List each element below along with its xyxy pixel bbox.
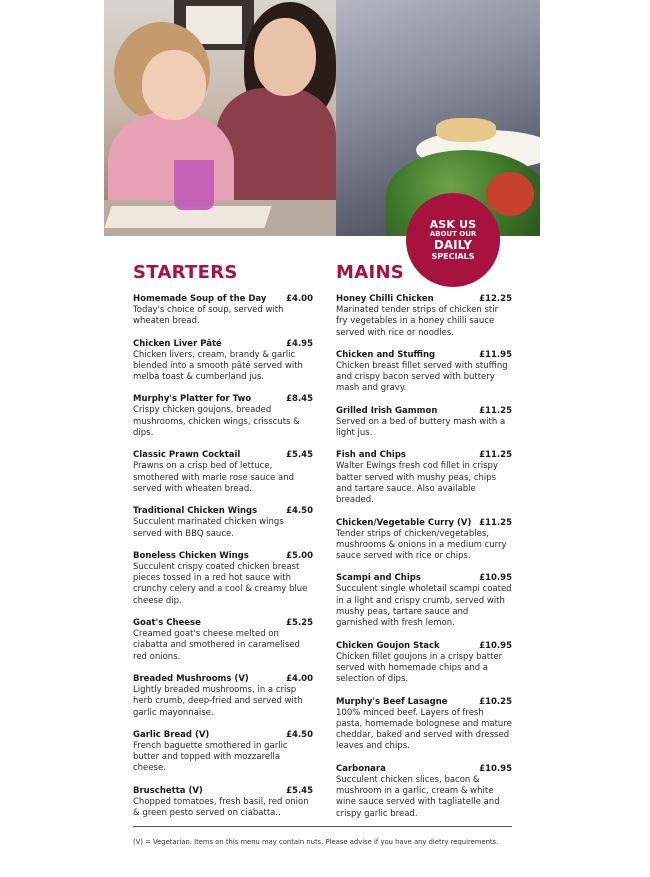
menu-item-name: Scampi and Chips bbox=[336, 573, 421, 584]
menu-item-header bbox=[336, 518, 512, 529]
menu-item-price: £4.00 bbox=[286, 673, 313, 684]
badge-line-4: SPECIALS bbox=[431, 252, 475, 262]
menu-item-header bbox=[336, 450, 512, 461]
menu-item-name: Bruschetta (V) bbox=[133, 785, 203, 796]
menu-item-name: Goat's Cheese bbox=[133, 618, 201, 629]
menu-item-name: Grilled Irish Gammon bbox=[336, 405, 438, 416]
menu-item-price: £11.25 bbox=[479, 517, 512, 528]
menu-item-price: £10.25 bbox=[479, 696, 512, 707]
menu-item bbox=[133, 730, 313, 775]
starters-section bbox=[133, 262, 313, 830]
menu-item-header bbox=[336, 294, 512, 305]
menu-item-description: Tender strips of chicken/vegetables, mushrooms & onions in a medium curry sauce served with rice or chips. bbox=[336, 528, 507, 562]
menu-page bbox=[104, 0, 540, 877]
menu-item-name: Boneless Chicken Wings bbox=[133, 550, 249, 561]
badge-line-2: ABOUT OUR bbox=[429, 230, 477, 239]
menu-item-name: Breaded Mushrooms (V) bbox=[133, 673, 249, 684]
menu-item-description: Marinated tender strips of chicken stir fry vegetables in a honey chilli sauce served with rice or noodles. bbox=[336, 305, 499, 338]
menu-item-name: Chicken/Vegetable Curry (V) bbox=[336, 517, 472, 528]
menu-item-price: £5.45 bbox=[286, 450, 313, 461]
menu-item-description: Chopped tomatoes, fresh basil, red onion & green pesto served on ciabatta.. bbox=[133, 796, 309, 819]
menu-item-price: £11.95 bbox=[479, 349, 512, 360]
menu-item-header bbox=[133, 450, 313, 461]
menu-item bbox=[133, 339, 313, 384]
menu-item-header bbox=[133, 618, 313, 629]
menu-item bbox=[336, 350, 512, 395]
starters-list bbox=[133, 294, 313, 819]
menu-item bbox=[336, 294, 512, 339]
footnote: (V) = Vegetarian. Items on this menu may contain nuts. Please advise if you have any dietry requirements. bbox=[133, 838, 499, 846]
menu-item bbox=[133, 394, 313, 439]
menu-item-name: Traditional Chicken Wings bbox=[133, 506, 258, 517]
menu-item-header bbox=[336, 406, 512, 417]
family-photo bbox=[104, 0, 336, 236]
starters-heading: STARTERS bbox=[133, 262, 238, 283]
menu-item-description: Succulent crispy coated chicken breast pieces tossed in a red hot sauce with crunchy celery and a cool & creamy blue cheese dip. bbox=[133, 561, 308, 606]
menu-item-name: Fish and Chips bbox=[336, 450, 406, 461]
menu-item-price: £4.50 bbox=[286, 729, 313, 740]
menu-item-name: Homemade Soup of the Day bbox=[133, 294, 267, 304]
menu-item bbox=[336, 641, 512, 686]
menu-item-name: Chicken Goujon Stack bbox=[336, 640, 440, 651]
menu-item-description: Succulent chicken slices, bacon & mushroom in a garlic, cream & white wine sauce served with tagliatelle and crispy garlic bread. bbox=[336, 774, 500, 819]
menu-item-price: £10.95 bbox=[479, 763, 512, 774]
menu-item-description: Crispy chicken goujons, breaded mushrooms, chicken wings, crisscuts & dips. bbox=[133, 405, 300, 439]
menu-item-name: Carbonara bbox=[336, 763, 386, 774]
menu-item-description: Succulent single wholetail scampi coated in a light and crispy crumb, served with mushy peas, tartare sauce and garnished with fresh lemon. bbox=[336, 584, 512, 629]
menu-item-header bbox=[133, 674, 313, 685]
menu-item-name: Murphy's Beef Lasagne bbox=[336, 696, 448, 707]
menu-item-price: £4.50 bbox=[286, 506, 313, 517]
menu-item-price: £10.95 bbox=[479, 573, 512, 584]
menu-item-header bbox=[336, 697, 512, 708]
menu-item-name: Chicken Liver Pâté bbox=[133, 338, 222, 349]
menu-item-header bbox=[133, 786, 313, 797]
menu-item-header bbox=[133, 506, 313, 517]
menu-item bbox=[336, 450, 512, 506]
menu-item-description: Prawns on a crisp bed of lettuce, smothered with marie rose sauce and served with wheaten bread. bbox=[133, 461, 294, 494]
menu-item-header bbox=[336, 641, 512, 652]
menu-item-price: £5.00 bbox=[286, 550, 313, 561]
menu-item-price: £11.25 bbox=[479, 405, 512, 416]
menu-item-price: £4.00 bbox=[286, 294, 313, 304]
menu-item bbox=[133, 294, 313, 328]
menu-item bbox=[336, 764, 512, 820]
mains-list bbox=[336, 294, 512, 820]
menu-item-description: Today's choice of soup, served with wheaten bread. bbox=[133, 305, 284, 327]
menu-item bbox=[336, 573, 512, 629]
menu-item-header bbox=[336, 573, 512, 584]
menu-item bbox=[336, 406, 512, 440]
menu-item-description: French baguette smothered in garlic butter and topped with mozzarella cheese. bbox=[133, 740, 288, 774]
menu-item-description: Lightly breaded mushrooms, in a crisp herb crumb, deep-fried and served with garlic mayonnaise. bbox=[133, 684, 303, 718]
menu-item-name: Chicken and Stuffing bbox=[336, 349, 436, 360]
menu-item-price: £4.95 bbox=[286, 338, 313, 349]
menu-item-price: £12.25 bbox=[479, 294, 512, 304]
menu-item-header bbox=[133, 551, 313, 562]
menu-item-name: Garlic Bread (V) bbox=[133, 729, 210, 740]
menu-item-name: Murphy's Platter for Two bbox=[133, 394, 252, 405]
menu-item-description: Chicken breast fillet served with stuffing and crispy bacon served with buttery mash and gravy. bbox=[336, 360, 508, 394]
menu-item bbox=[336, 697, 512, 753]
menu-item bbox=[336, 518, 512, 563]
menu-item bbox=[133, 674, 313, 719]
menu-item bbox=[133, 506, 313, 540]
menu-item-price: £5.25 bbox=[286, 618, 313, 629]
menu-item bbox=[133, 551, 313, 607]
menu-item-description: Chicken fillet goujons in a crispy batter served with homemade chips and a selection of dips. bbox=[336, 651, 503, 685]
menu-item-header bbox=[336, 764, 512, 775]
badge-line-3: DAILY bbox=[433, 238, 473, 253]
menu-item-header bbox=[133, 339, 313, 350]
footer-divider bbox=[133, 826, 512, 827]
menu-item-name: Classic Prawn Cocktail bbox=[133, 450, 241, 461]
menu-item bbox=[133, 450, 313, 495]
menu-item-header bbox=[133, 394, 313, 405]
menu-item-price: £5.45 bbox=[286, 785, 313, 796]
menu-item-description: Creamed goat's cheese melted on ciabatta and smothered in caramelised red onions. bbox=[133, 629, 300, 662]
menu-item-description: Walter Ewings fresh cod fillet in crispy batter served with mushy peas, chips and tartare sauce. Also available breaded. bbox=[336, 461, 498, 506]
menu-item-header bbox=[336, 350, 512, 361]
mains-heading: MAINS bbox=[336, 262, 405, 283]
menu-item-name: Honey Chilli Chicken bbox=[336, 294, 434, 304]
menu-item-price: £8.45 bbox=[286, 394, 313, 405]
menu-item-description: 100% minced beef. Layers of fresh pasta, homemade bolognese and mature cheddar, baked and served with dressed leaves and chips. bbox=[336, 707, 512, 752]
menu-item-description: Served on a bed of buttery mash with a light jus. bbox=[336, 416, 506, 439]
mains-section bbox=[336, 262, 512, 831]
menu-item-description: Succulent marinated chicken wings served with BBQ sauce. bbox=[133, 517, 284, 539]
menu-item bbox=[133, 786, 313, 820]
badge-line-1: ASK US bbox=[429, 217, 477, 231]
menu-item-description: Chicken livers, cream, brandy & garlic blended into a smooth pâté served with melba toast & cumberland jus. bbox=[133, 349, 303, 383]
menu-item-price: £10.95 bbox=[479, 640, 512, 651]
menu-item bbox=[133, 618, 313, 663]
menu-item-header bbox=[133, 730, 313, 741]
menu-item-price: £11.25 bbox=[479, 450, 512, 461]
menu-item-header bbox=[133, 294, 313, 305]
